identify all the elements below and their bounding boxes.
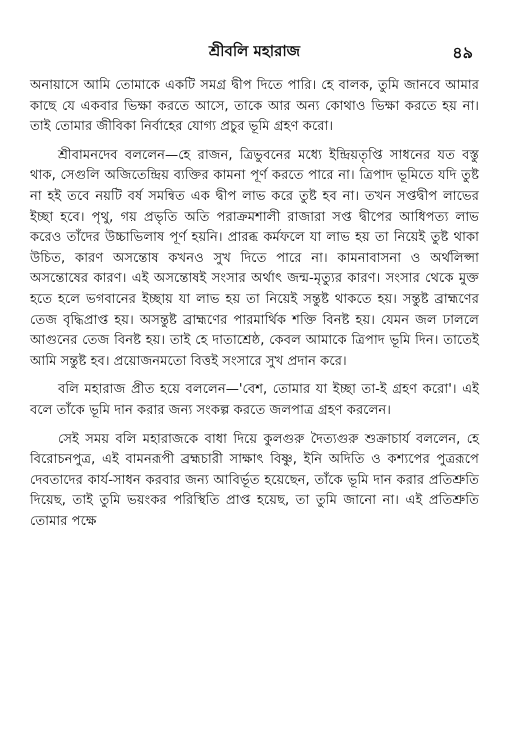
running-header bbox=[30, 40, 479, 66]
paragraph-4: সেই সময় বলি মহারাজকে বাধা দিয়ে কুলগুরু দৈত্যগুরু শুক্রাচার্য বললেন, হে বিরোচনপুত্র, এই বামনরূপী ব্রহ্মচারী সাক্ষাৎ বিষ্ণু, ইনি অদিতি ও কশ্যপের পুত্ররূপে দেবতাদের কার্য-সাধন করবার জন্য আবির্ভূত হয়েছেন, তাঁকে ভূমি দান করার প্রতিশ্রুতি দিয়েছ, তাই তুমি ভয়ংকর পরিস্থিতি প্রাপ্ত হয়েছ, তা তুমি জানো না। এই প্রতিশ্রুতি তোমার পক্ষে bbox=[30, 431, 479, 529]
paragraph-3: বলি মহারাজ প্রীত হয়ে বললেন—'বেশ, তোমার যা ইচ্ছা তা-ই গ্রহণ করো'। এই বলে তাঁকে ভূমি দান করার জন্য সংকল্প করতে জলপাত্র গ্রহণ করলেন। bbox=[30, 382, 479, 418]
chapter-title: শ্রীবলি মহারাজ bbox=[208, 42, 301, 60]
page-number: ৪৯ bbox=[452, 43, 473, 62]
paragraph-1: অনায়াসে আমি তোমাকে একটি সমগ্র দ্বীপ দিতে পারি। হে বালক, তুমি জানবে আমার কাছে যে একবার ভিক্ষা করতে আসে, তাকে আর অন্য কোথাও ভিক্ষা করতে হয় না। তাই তোমার জীবিকা নির্বাহের যোগ্য প্রচুর ভূমি গ্রহণ করো। bbox=[30, 78, 479, 135]
paragraph-2: শ্রীবামনদেব বললেন—হে রাজন, ত্রিভুবনের মধ্যে ইন্দ্রিয়তৃপ্তি সাধনের যত বস্তু থাক, সেগুলি অজিতেন্দ্রিয় ব্যক্তির কামনা পূর্ণ করতে পারে না। ত্রিপাদ ভূমিতে যদি তুষ্ট না হই তবে নয়টি বর্ষ সমন্বিত এক দ্বীপ লাভ করে তুষ্ট হব না। তখন সপ্তদ্বীপ লাভের ইচ্ছা হবে। পৃথু, গয় প্রভৃতি অতি পরাক্রমশালী রাজারা সপ্ত দ্বীপের আধিপত্য লাভ করেও তাঁদের উচ্চাভিলাষ পূর্ণ হয়নি। প্রারব্ধ কর্মফলে যা লাভ হয় তা নিয়েই তুষ্ট থাকা উচিত, কারণ অসন্তোষ কখনও সুখ দিতে পারে না। কামনাবাসনা ও অর্থলিপ্সা অসন্তোষের কারণ। এই অসন্তোষই সংসার অর্থাৎ জন্ম-মৃত্যুর কারণ। সংসার থেকে মুক্ত হতে হলে ভগবানের ইচ্ছায় যা লাভ হয় তা নিয়েই সন্তুষ্ট থাকতে হয়। সন্তুষ্ট ব্রাহ্মণের তেজ বৃদ্ধিপ্রাপ্ত হয়। অসন্তুষ্ট ব্রাহ্মণের পারমার্থিক শক্তি বিনষ্ট হয়। যেমন জল ঢাললে আগুনের তেজ বিনষ্ট হয়। তাই হে দাতাশ্রেষ্ঠ, কেবল আমাকে ত্রিপাদ ভূমি দিন। তাতেই আমি সন্তুষ্ট হব। প্রয়োজনমতো বিত্তই সংসারে সুখ প্রদান করে। bbox=[30, 147, 479, 369]
